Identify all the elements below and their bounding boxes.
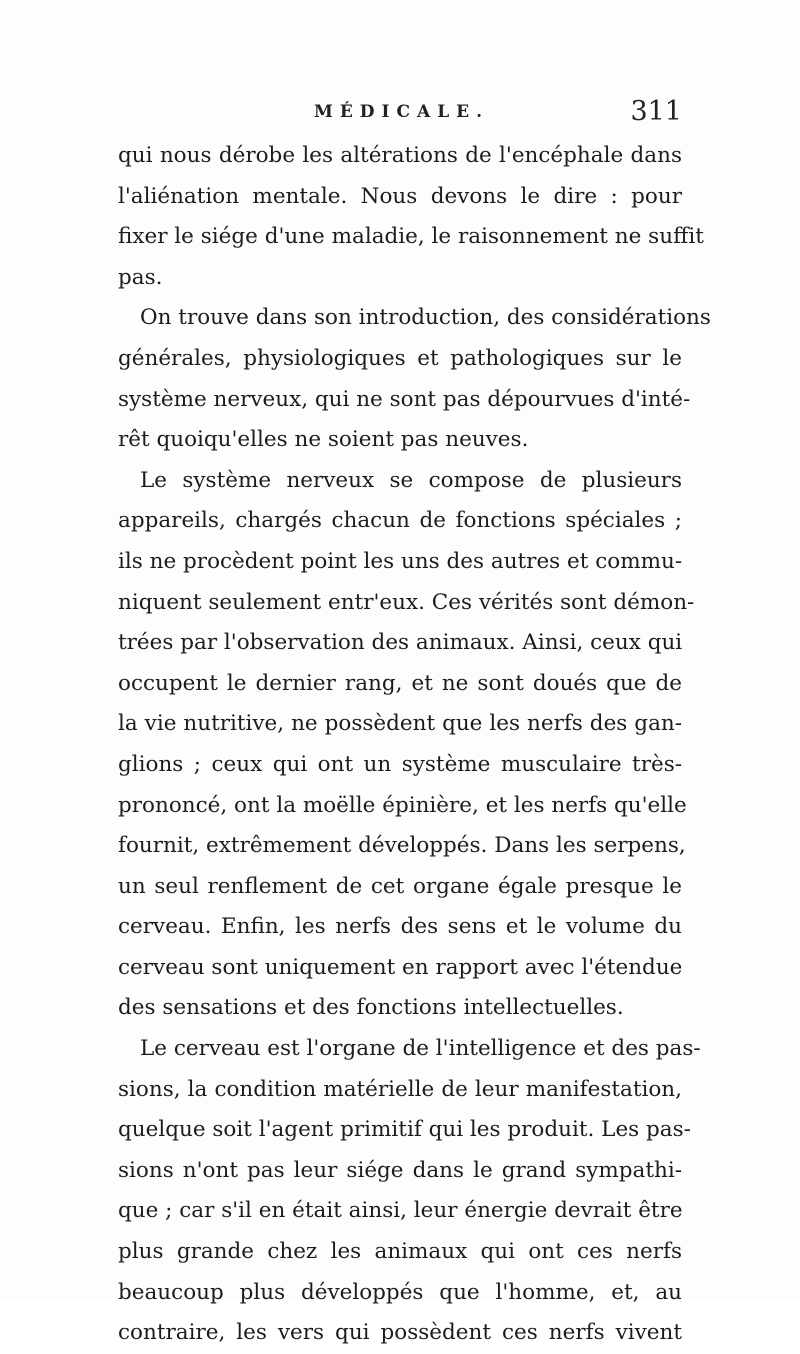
text-line: glions ; ceux qui ont un système musculaire très-: [118, 751, 682, 777]
text-line: sions, la condition matérielle de leur manifestation,: [118, 1076, 682, 1102]
running-head: [118, 96, 682, 136]
text-line: quelque soit l'agent primitif qui les produit. Les pas-: [118, 1117, 691, 1143]
body-text: [118, 136, 711, 1354]
text-line: fournit, extrêmement développés. Dans les serpens,: [118, 833, 686, 859]
text-line: générales, physiologiques et pathologiques sur le: [118, 345, 682, 371]
page-number: 311: [630, 96, 682, 127]
text-line: la vie nutritive, ne possèdent que les nerfs des gan-: [118, 711, 682, 737]
text-line: qui nous dérobe les altérations de l'encéphale dans: [118, 143, 682, 168]
text-line: appareils, chargés chacun de fonctions spéciales ;: [118, 508, 682, 534]
text-line: Le cerveau est l'organe de l'intelligence et des pas-: [140, 1036, 701, 1062]
text-line: l'aliénation mentale. Nous devons le dire : pour: [118, 183, 682, 209]
text-line: prononcé, ont la moëlle épinière, et les nerfs qu'elle: [118, 792, 687, 818]
text-line: système nerveux, qui ne sont pas dépourvues d'inté-: [118, 386, 691, 412]
text-line: que ; car s'il en était ainsi, leur énergie devrait être: [118, 1198, 683, 1224]
text-line: cerveau sont uniquement en rapport avec l'étendue: [118, 954, 683, 980]
text-line: contraire, les vers qui possèdent ces nerfs vivent: [118, 1320, 682, 1346]
text-line: plus grande chez les animaux qui ont ces nerfs: [118, 1239, 682, 1265]
text-line: beaucoup plus développés que l'homme, et, au: [118, 1279, 682, 1305]
text-line: sions n'ont pas leur siége dans le grand sympathi-: [118, 1157, 682, 1183]
text-line: un seul renflement de cet organe égale presque le: [118, 873, 682, 899]
text-line: pas.: [118, 264, 163, 290]
text-line: Le système nerveux se compose de plusieurs: [140, 467, 682, 493]
text-line: niquent seulement entr'eux. Ces vérités sont démon-: [118, 589, 695, 615]
text-line: fixer le siége d'une maladie, le raisonnement ne suffit: [118, 224, 704, 250]
text-line: des sensations et des fonctions intellectuelles.: [118, 995, 624, 1021]
text-line: occupent le dernier rang, et ne sont doués que de: [118, 670, 682, 696]
text-line: ils ne procèdent point les uns des autres et commu-: [118, 548, 683, 574]
running-title: MÉDICALE.: [314, 102, 490, 122]
text-line: trées par l'observation des animaux. Ainsi, ceux qui: [118, 630, 683, 656]
text-line: On trouve dans son introduction, des considérations: [140, 305, 711, 331]
text-line: cerveau. Enfin, les nerfs des sens et le volume du: [118, 914, 682, 940]
text-line: rêt quoiqu'elles ne soient pas neuves.: [118, 427, 529, 453]
